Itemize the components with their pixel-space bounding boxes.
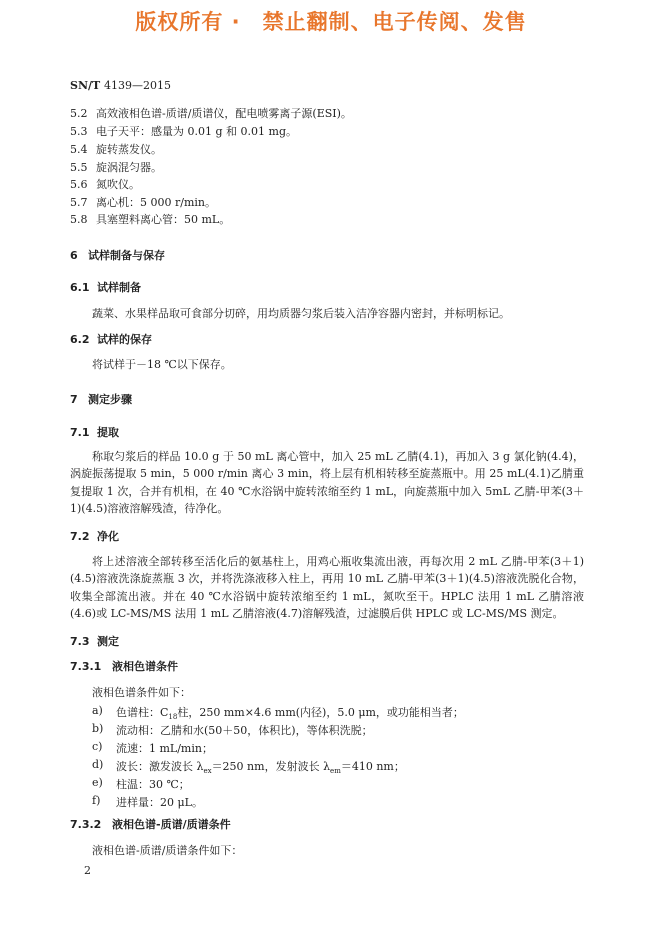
- item-marker: b): [92, 722, 104, 735]
- section-number: 6.2: [70, 333, 90, 346]
- paragraph: 将试样于－18 ℃以下保存。: [92, 358, 232, 371]
- item-text-pre: 色谱柱：C: [116, 706, 169, 719]
- item-text: [116, 758, 405, 775]
- item-text: 进样量：20 μL。: [116, 796, 203, 809]
- item-marker: a): [92, 704, 103, 717]
- section-title: 试样的保存: [97, 333, 152, 346]
- document-id: [70, 79, 171, 92]
- item-text: 柱温：30 ℃；: [116, 778, 190, 791]
- section-title: 试样制备: [97, 281, 141, 294]
- item-text-pre: 波长：激发波长 λ: [116, 760, 204, 773]
- section-number: 7.3.1: [70, 660, 102, 673]
- item-marker: c): [92, 740, 103, 753]
- item-text: 旋涡混匀器。: [96, 161, 162, 174]
- section-title: 提取: [97, 426, 119, 439]
- item-text: 旋转蒸发仪。: [96, 143, 162, 156]
- item-number: 5.7: [70, 196, 88, 209]
- list-item: [92, 722, 592, 736]
- section-title: 液相色谱-质谱/质谱条件: [112, 818, 231, 831]
- item-number: 5.2: [70, 107, 88, 120]
- item-number: 5.5: [70, 161, 88, 174]
- section-number: 6.1: [70, 281, 90, 294]
- subscript: 18: [168, 713, 178, 722]
- section-number: 7.3: [70, 635, 90, 648]
- section-number: 7.2: [70, 530, 90, 543]
- section-title: 液相色谱条件: [112, 660, 178, 673]
- paragraph: 将上述溶液全部转移至活化后的氨基柱上，用鸡心瓶收集流出液，再每次用 2 mL 乙腈-甲苯(3＋1)(4.5)溶液洗涤旋蒸瓶 3 次，并将洗涤液移入柱上，再用 10 mL 乙腈-甲苯(3＋1)(4.5)溶液洗脱化合物，收集全部流出液。并在 40 ℃水浴锅中旋转浓缩至约 1 mL，氮吹至干。HPLC 法用 1 mL 乙腈溶液(4.6)或 LC-MS/MS 法用 1 mL 乙腈溶液(4.7)溶解残渣，过滤膜后供 HPLC 或 LC-MS/MS 测定。: [70, 555, 584, 620]
- paragraph: 液相色谱条件如下：: [92, 686, 191, 699]
- section-title: 测定步骤: [88, 393, 132, 406]
- item-text: 电子天平：感量为 0.01 g 和 0.01 mg。: [96, 125, 297, 138]
- item-number: 5.6: [70, 178, 88, 191]
- item-marker: f): [92, 794, 101, 807]
- list-item: [92, 776, 592, 790]
- paragraph: 称取匀浆后的样品 10.0 g 于 50 mL 离心管中，加入 25 mL 乙腈(4.1)，再加入 3 g 氯化钠(4.4)，涡旋振荡提取 5 min，5 000 r/min 离心 3 min，将上层有机相转移至旋蒸瓶中。用 25 mL(4.1)乙腈重复提取 1 次，合并有机相，在 40 ℃水浴锅中旋转浓缩至约 1 mL，向旋蒸瓶中加入 5mL 乙腈-甲苯(3＋1)(4.5)溶液溶解残渣，待净化。: [70, 450, 584, 515]
- section-title: 测定: [97, 635, 119, 648]
- item-text: [116, 704, 464, 721]
- section-title: 试样制备与保存: [88, 249, 165, 262]
- item-marker: e): [92, 776, 103, 789]
- copyright-banner: 版权所有 · 禁止翻制、电子传阅、发售: [135, 10, 527, 34]
- subscript: em: [330, 767, 341, 776]
- item-text: 氮吹仪。: [96, 178, 140, 191]
- item-marker: d): [92, 758, 104, 771]
- item-text: 流动相：乙腈和水(50＋50，体积比)，等体积洗脱；: [116, 724, 373, 737]
- paragraph: 蔬菜、水果样品取可食部分切碎，用均质器匀浆后装入洁净容器内密封，并标明标记。: [92, 307, 510, 320]
- section-number: 6: [70, 249, 78, 262]
- section-number: 7: [70, 393, 78, 406]
- item-text-post: 柱，250 mm×4.6 mm(内径)，5.0 μm，或功能相当者；: [177, 706, 464, 719]
- section-title: 净化: [97, 530, 119, 543]
- section-number: 7.1: [70, 426, 90, 439]
- page-number: 2: [84, 864, 91, 877]
- list-item: [92, 758, 592, 776]
- item-text: 离心机：5 000 r/min。: [96, 196, 216, 209]
- item-number: 5.8: [70, 213, 88, 226]
- doc-id-prefix: SN/T: [70, 79, 101, 92]
- list-item: [92, 704, 592, 722]
- item-text: 流速：1 mL/min；: [116, 742, 213, 755]
- item-text-post: ＝410 nm；: [340, 760, 405, 773]
- item-number: 5.4: [70, 143, 88, 156]
- item-text-mid: ＝250 nm，发射波长 λ: [211, 760, 331, 773]
- doc-id-number: 4139—2015: [104, 79, 172, 92]
- item-text: 具塞塑料离心管：50 mL。: [96, 213, 231, 226]
- section-number: 7.3.2: [70, 818, 102, 831]
- paragraph: 液相色谱-质谱/质谱条件如下：: [92, 844, 243, 857]
- list-item: [92, 794, 592, 808]
- subscript: ex: [203, 767, 212, 776]
- list-item: [92, 740, 592, 754]
- item-text: 高效液相色谱-质谱/质谱仪，配电喷雾离子源(ESI)。: [96, 107, 352, 120]
- item-number: 5.3: [70, 125, 88, 138]
